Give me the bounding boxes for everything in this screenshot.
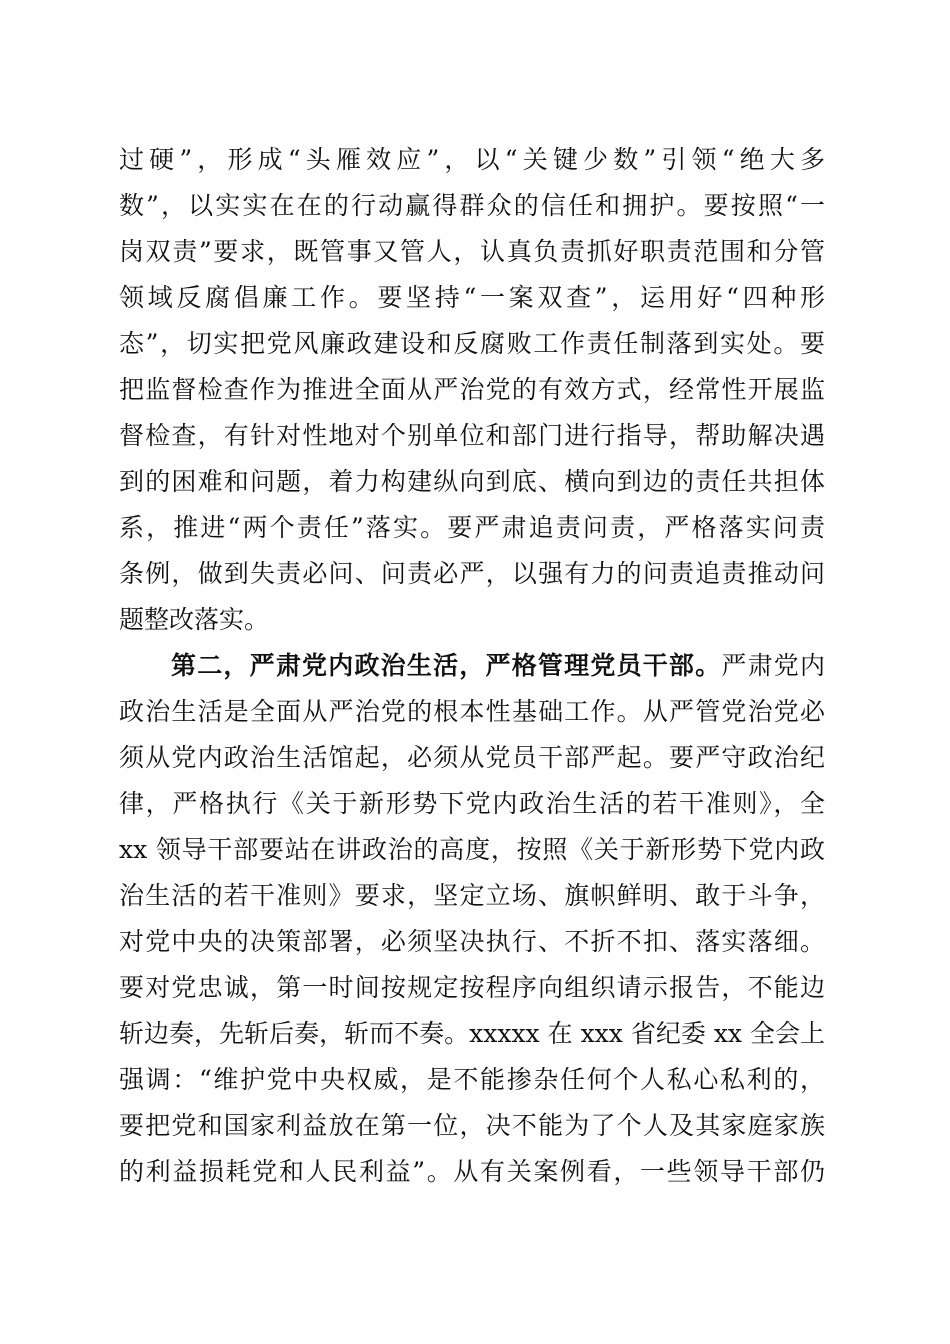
text-line: 条例，做到失责必问、问责必严，以强有力的问责追责推动问 [119, 559, 825, 588]
text-line: 治生活的若干准则》要求，坚定立场、旗帜鲜明、敢于斗争， [119, 881, 825, 910]
text-line: 数”，以实实在在的行动赢得群众的信任和拥护。要按照“一 [119, 191, 825, 220]
text-line: 要把党和国家利益放在第一位，决不能为了个人及其家庭家族 [119, 1111, 825, 1140]
paragraph-heading-line [119, 643, 825, 689]
section-heading: 第二，严肃党内政治生活，严格管理党员干部。 [171, 651, 722, 680]
text-line: 强调：“维护党中央权威，是不能掺杂任何个人私心私利的， [119, 1065, 825, 1094]
text-line: 题整改落实。 [119, 605, 270, 634]
text-line: 把监督检查作为推进全面从严治党的有效方式，经常性开展监 [119, 375, 825, 404]
text-line: 到的困难和问题，着力构建纵向到底、横向到边的责任共担体 [119, 467, 825, 496]
text-line: 律，严格执行《关于新形势下党内政治生活的若干准则》，全 [119, 789, 825, 818]
body-text [119, 137, 825, 1195]
text-line: 系，推进“两个责任”落实。要严肃追责问责，严格落实问责 [119, 513, 825, 542]
text-line: xx 领导干部要站在讲政治的高度，按照《关于新形势下党内政 [119, 835, 825, 864]
text-line: 要对党忠诚，第一时间按规定按程序向组织请示报告，不能边 [119, 973, 825, 1002]
text-line: 态”，切实把党风廉政建设和反腐败工作责任制落到实处。要 [119, 329, 825, 358]
text-line: 督检查，有针对性地对个别单位和部门进行指导，帮助解决遇 [119, 421, 825, 450]
text-line: 政治生活是全面从严治党的根本性基础工作。从严管党治党必 [119, 697, 825, 726]
text-line: 须从党内政治生活馆起，必须从党员干部严起。要严守政治纪 [119, 743, 825, 772]
heading-tail-text: 严肃党内 [721, 651, 825, 680]
text-line: 领域反腐倡廉工作。要坚持“一案双查”，运用好“四种形 [119, 283, 825, 312]
text-line: 对党中央的决策部署，必须坚决执行、不折不扣、落实落细。 [119, 927, 825, 956]
text-line: 的利益损耗党和人民利益”。从有关案例看，一些领导干部仍 [119, 1157, 825, 1186]
text-line: 斩边奏，先斩后奏，斩而不奏。xxxxx 在 xxx 省纪委 xx 全会上 [119, 1019, 825, 1048]
text-line: 过硬”，形成“头雁效应”，以“关键少数”引领“绝大多 [119, 145, 825, 174]
text-line: 岗双责”要求，既管事又管人，认真负责抓好职责范围和分管 [119, 237, 825, 266]
